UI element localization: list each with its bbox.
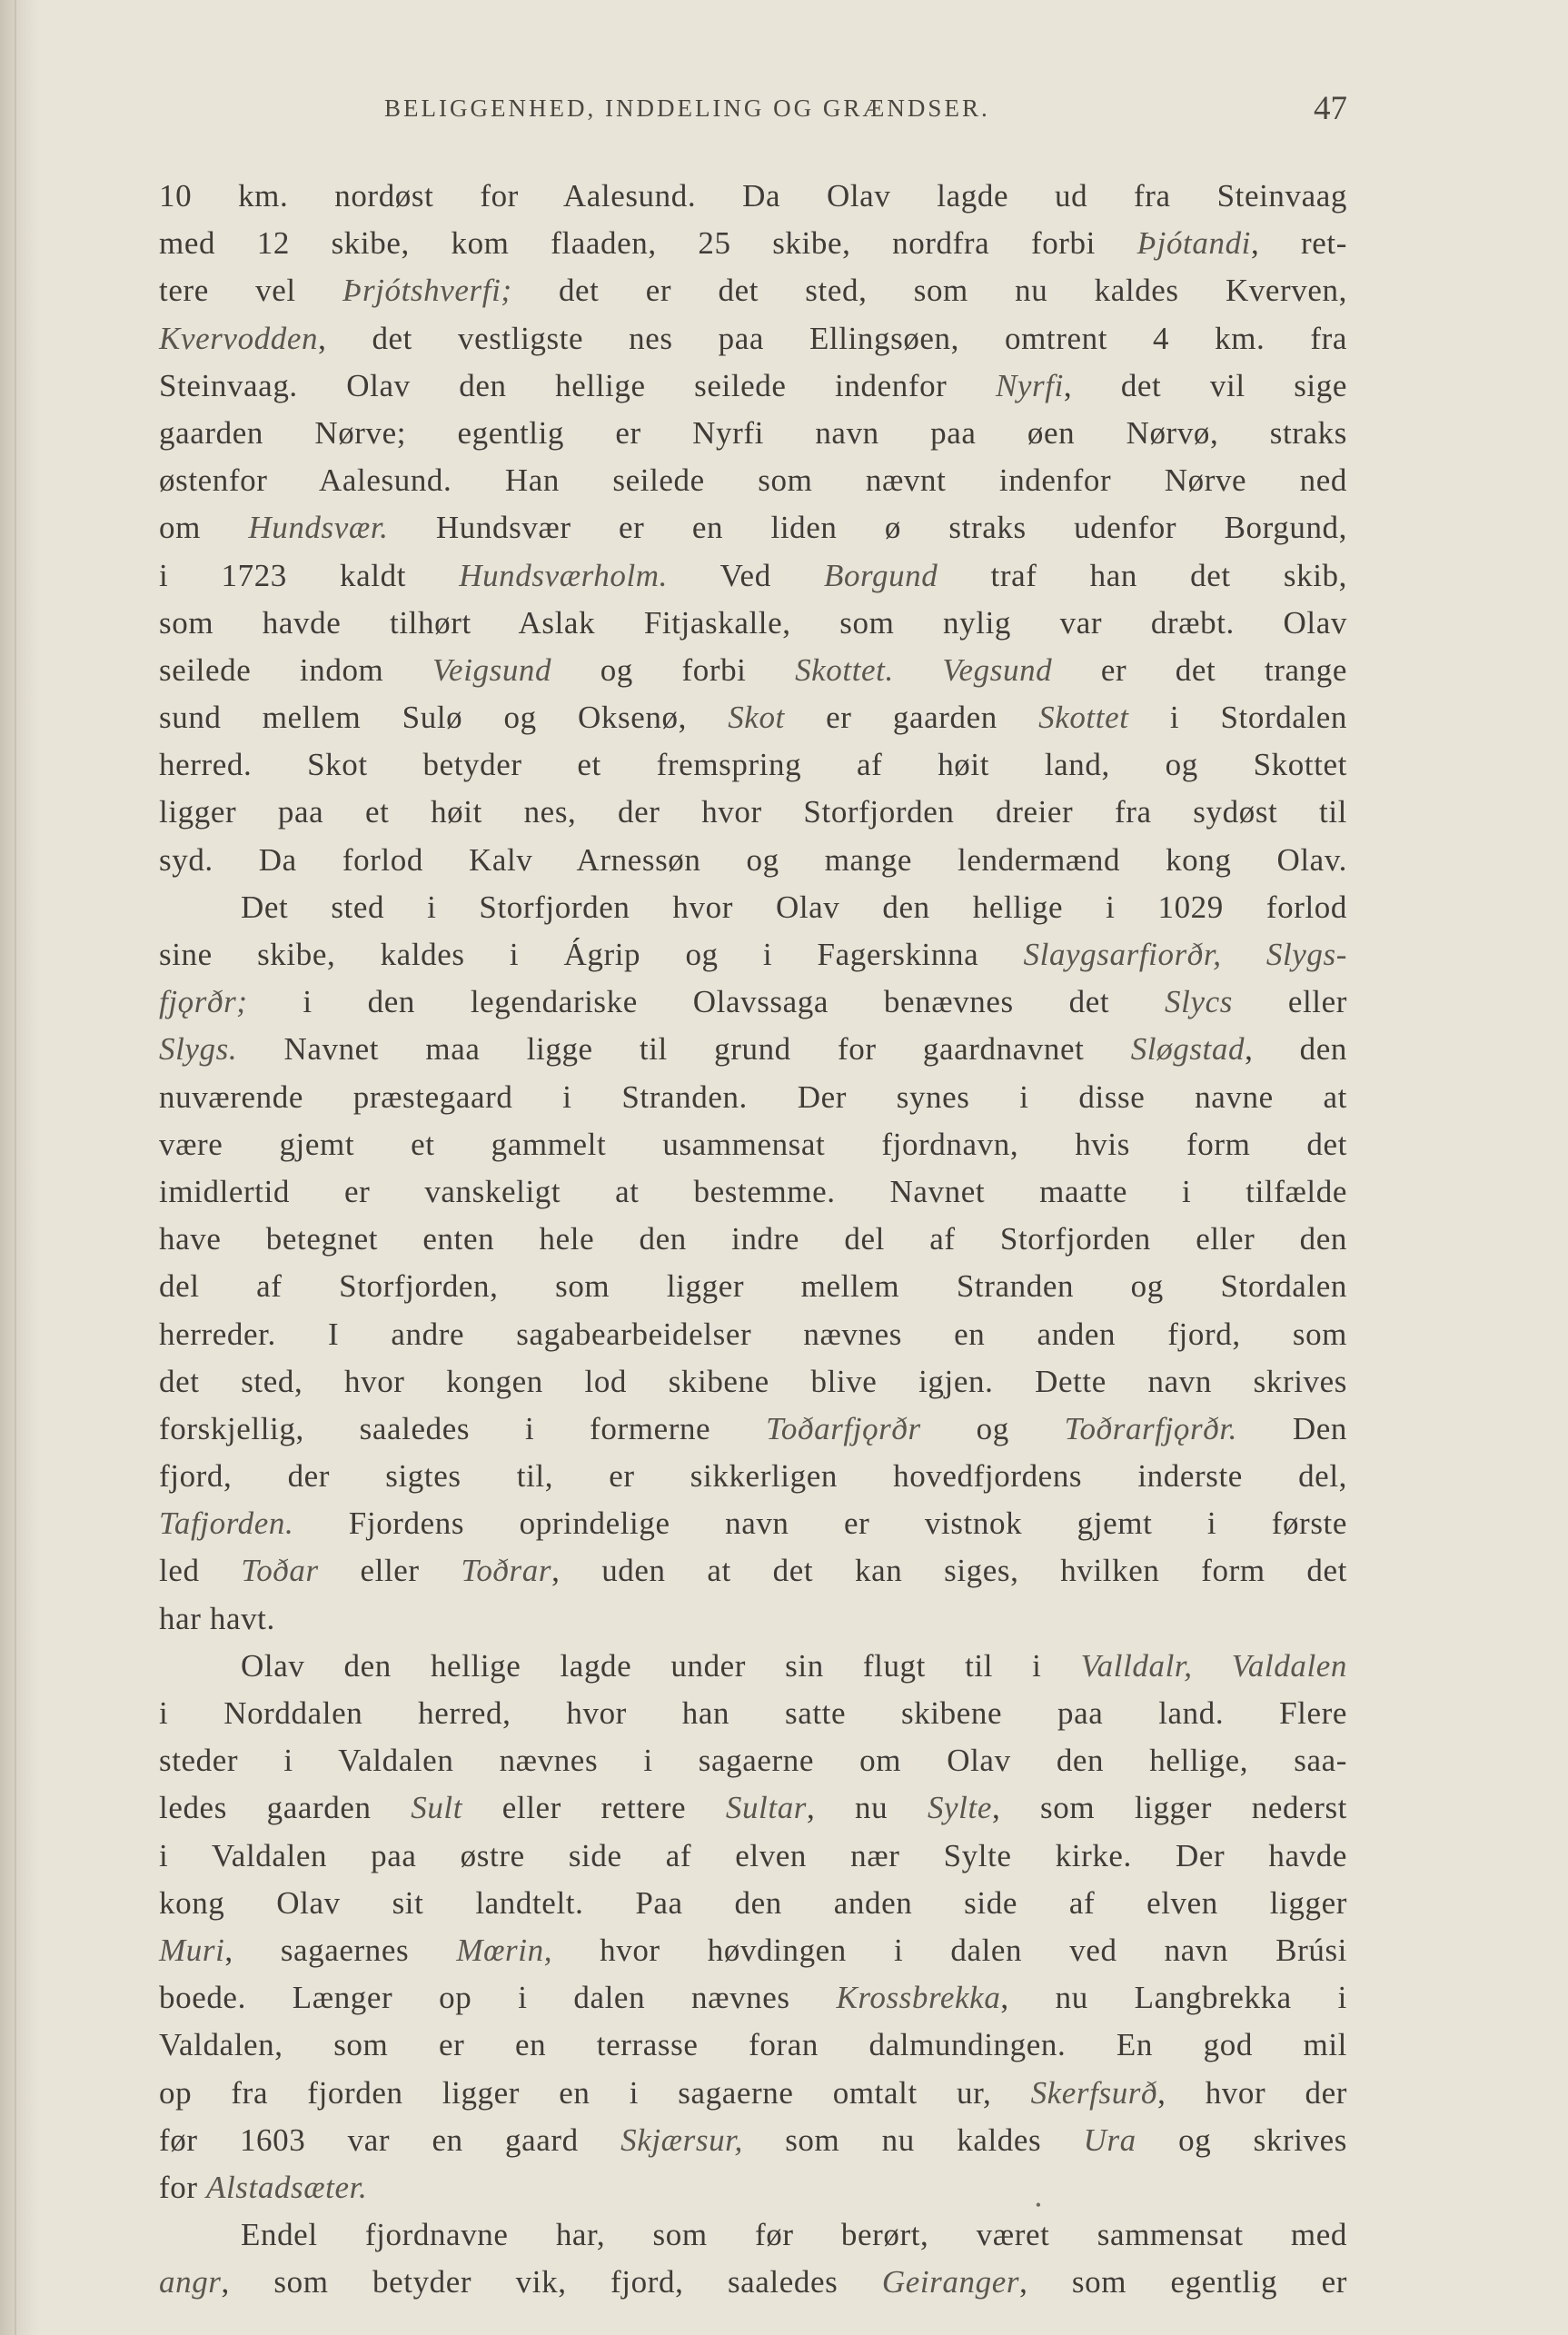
- text-run: , som betyder vik, fjord, saaledes: [221, 2264, 882, 2300]
- text-line: [159, 363, 1347, 410]
- text-line: [159, 837, 1347, 884]
- running-head: BELIGGENHED, INDDELING OG GRÆNDSER.: [384, 94, 990, 122]
- text-run: del af Storfjorden, som ligger mellem Stranden og Stordalen: [159, 1268, 1347, 1305]
- italic-name: Alstadsæter.: [205, 2169, 368, 2205]
- text-line: [159, 1500, 1347, 1547]
- text-line: [159, 1074, 1347, 1121]
- text-run: i 1723 kaldt: [159, 557, 460, 593]
- text-run: være gjemt et gammelt usammensat fjordnavn, hvis form det: [159, 1126, 1347, 1162]
- italic-name: Skottet.: [795, 651, 894, 688]
- text-line: [159, 552, 1347, 600]
- text-run: fjord, der sigtes til, er sikkerligen hovedfjordens inderste del,: [159, 1458, 1347, 1495]
- text-run: Fjordens oprindelige navn er vistnok gjemt i første: [293, 1505, 1347, 1542]
- text-run: Navnet maa ligge til grund for gaardnavnet: [237, 1031, 1131, 1068]
- text-run: om: [159, 510, 249, 546]
- text-line: [159, 1263, 1347, 1310]
- text-line: [159, 504, 1347, 551]
- text-line: [159, 2117, 1347, 2164]
- italic-name: Veigsund: [432, 651, 552, 688]
- binding-edge: [15, 0, 16, 2335]
- text-run: og: [920, 1410, 1065, 1446]
- text-run: Ved: [668, 557, 824, 593]
- text-run: tere vel: [159, 273, 342, 309]
- text-run: Endel fjordnavne har, som før berørt, været sammensat med: [241, 2217, 1347, 2253]
- italic-name: Þrjótshverfi;: [342, 273, 512, 309]
- italic-name: Ura: [1083, 2121, 1136, 2158]
- italic-name: Skerfsurð: [1030, 2074, 1158, 2111]
- text-line: [159, 694, 1347, 741]
- text-line: [159, 1168, 1347, 1216]
- text-run: i den legendariske Olavssaga benævnes det: [247, 984, 1166, 1020]
- text-run: boede. Længer op i dalen nævnes: [159, 1980, 837, 2016]
- text-line: [159, 2259, 1347, 2306]
- text-run: ligger paa et høit nes, der hvor Storfjorden dreier fra sydøst til: [159, 794, 1347, 830]
- text-run: sund mellem Sulø og Oksenø,: [159, 700, 729, 736]
- italic-name: Hundsvær.: [248, 510, 389, 546]
- text-run: herred. Skot betyder et fremspring af høit land, og Skottet: [159, 747, 1347, 783]
- text-run: , nu: [807, 1790, 928, 1826]
- ink-speck: •: [1035, 2196, 1041, 2214]
- text-line: [159, 1311, 1347, 1358]
- italic-name: Kvervodden: [159, 320, 319, 356]
- text-run: op fra fjorden ligger en i sagaerne omtalt ur,: [159, 2074, 1031, 2111]
- text-run: Steinvaag. Olav den hellige seilede indenfor: [159, 367, 996, 403]
- italic-name: Skottet: [1038, 700, 1129, 736]
- text-run: seilede indom: [159, 651, 432, 688]
- text-run: er gaarden: [784, 700, 1039, 736]
- italic-name: Tafjorden.: [159, 1505, 294, 1542]
- text-run: , den: [1245, 1031, 1347, 1068]
- text-run: østenfor Aalesund. Han seilede som nævnt indenfor Nørve ned: [159, 462, 1347, 499]
- text-run: have betegnet enten hele den indre del af Storfjorden eller den: [159, 1221, 1347, 1257]
- text-run: , det vil sige: [1063, 367, 1347, 403]
- text-line: [159, 1453, 1347, 1500]
- text-line: [159, 220, 1347, 267]
- text-line: [159, 979, 1347, 1026]
- italic-name: Krossbrekka: [836, 1980, 1001, 2016]
- text-run: gaarden Nørve; egentlig er Nyrfi navn paa øen Nørvø, straks: [159, 414, 1347, 451]
- text-run: som nu kaldes: [742, 2121, 1084, 2158]
- italic-name: Skot: [728, 700, 785, 736]
- text-run: som havde tilhørt Aslak Fitjaskalle, som nylig var dræbt. Olav: [159, 604, 1347, 641]
- text-run: led: [159, 1553, 242, 1589]
- text-line: [159, 1026, 1347, 1073]
- text-run: , hvor der: [1157, 2074, 1347, 2111]
- text-run: er det trange: [1052, 651, 1347, 688]
- text-line: [159, 1595, 1347, 1643]
- text-run: imidlertid er vanskeligt at bestemme. Navnet maatte i tilfælde: [159, 1173, 1347, 1209]
- text-run: , som ligger nederst: [991, 1790, 1347, 1826]
- page-header: [159, 89, 1347, 129]
- text-line: [159, 1121, 1347, 1168]
- text-line: [159, 1358, 1347, 1406]
- italic-name: Toðrarfjǫrðr.: [1064, 1410, 1238, 1446]
- text-run: i Valdalen paa østre side af elven nær Sylte kirke. Der havde: [159, 1837, 1347, 1873]
- text-line: [159, 315, 1347, 363]
- text-run: , ret-: [1251, 225, 1347, 262]
- text-run: [894, 652, 943, 688]
- text-run: , nu Langbrekka i: [1000, 1980, 1347, 2016]
- text-line: [159, 173, 1347, 220]
- italic-name: Sylte: [927, 1790, 992, 1826]
- text-line: [159, 647, 1347, 694]
- text-line: [159, 1547, 1347, 1595]
- text-run: eller rettere: [462, 1790, 726, 1826]
- text-run: har havt.: [159, 1600, 275, 1636]
- italic-name: Borgund: [823, 557, 938, 593]
- text-line: [159, 2070, 1347, 2117]
- text-line: [159, 1974, 1347, 2022]
- body-text: [159, 173, 1347, 2306]
- text-run: for: [159, 2169, 206, 2205]
- text-line: [159, 1690, 1347, 1737]
- text-run: steder i Valdalen nævnes i sagaerne om Olav den hellige, saa-: [159, 1743, 1347, 1779]
- text-run: eller: [318, 1553, 461, 1589]
- italic-name: Toðrar: [461, 1553, 552, 1589]
- text-line: [159, 1880, 1347, 1927]
- italic-name: Hundsværholm.: [459, 557, 669, 593]
- text-line: [159, 1833, 1347, 1880]
- italic-name: Sult: [411, 1790, 463, 1826]
- italic-name: Skjærsur,: [620, 2121, 743, 2158]
- text-run: herreder. I andre sagabearbeidelser nævnes en anden fjord, som: [159, 1316, 1347, 1352]
- text-run: syd. Da forlod Kalv Arnessøn og mange lendermænd kong Olav.: [159, 841, 1347, 878]
- text-run: , sagaernes: [224, 1932, 457, 1968]
- text-run: i Stordalen: [1128, 700, 1347, 736]
- text-line: [159, 1406, 1347, 1453]
- text-run: , det vestligste nes paa Ellingsøen, omtrent 4 km. fra: [318, 320, 1347, 356]
- book-spine-shadow: [0, 0, 42, 2335]
- page-number: 47: [1314, 90, 1347, 127]
- text-run: Olav den hellige lagde under sin flugt til i: [241, 1647, 1081, 1684]
- text-line: [159, 600, 1347, 647]
- text-line: [159, 410, 1347, 457]
- text-run: Hundsvær er en liden ø straks udenfor Borgund,: [388, 510, 1347, 546]
- italic-name: Toðarfjǫrðr: [766, 1410, 921, 1446]
- text-line: [159, 1737, 1347, 1784]
- text-run: , uden at det kan siges, hvilken form det: [551, 1553, 1347, 1589]
- text-run: nuværende præstegaard i Stranden. Der synes i disse navne at: [159, 1078, 1347, 1115]
- text-run: før 1603 var en gaard: [159, 2121, 621, 2158]
- italic-name: Þjótandi: [1136, 225, 1252, 262]
- text-run: kong Olav sit landtelt. Paa den anden side af elven ligger: [159, 1884, 1347, 1921]
- italic-name: Muri: [159, 1932, 225, 1968]
- italic-name: Sløgstad: [1130, 1031, 1245, 1068]
- text-run: Det sted i Storfjorden hvor Olav den hellige i 1029 forlod: [241, 889, 1347, 925]
- italic-name: Geiranger: [881, 2264, 1020, 2300]
- italic-name: Vegsund: [942, 651, 1053, 688]
- text-run: traf han det skib,: [938, 557, 1347, 593]
- text-run: Valdalen, som er en terrasse foran dalmundingen. En god mil: [159, 2027, 1347, 2063]
- italic-name: Mœrin,: [456, 1932, 553, 1968]
- text-run: 10 km. nordøst for Aalesund. Da Olav lagde ud fra Steinvaag: [159, 178, 1347, 214]
- text-run: og forbi: [551, 651, 796, 688]
- text-line: [159, 884, 1347, 931]
- text-line: [159, 1784, 1347, 1832]
- text-line: [159, 2022, 1347, 2069]
- text-run: med 12 skibe, kom flaaden, 25 skibe, nordfra forbi: [159, 225, 1137, 262]
- text-line: [159, 789, 1347, 836]
- italic-name: angr: [159, 2264, 222, 2300]
- text-run: , som egentlig er: [1019, 2264, 1347, 2300]
- text-run: det er det sted, som nu kaldes Kverven,: [511, 273, 1347, 309]
- text-run: Den: [1237, 1410, 1348, 1446]
- text-line: [159, 1216, 1347, 1263]
- text-run: i Norddalen herred, hvor han satte skibene paa land. Flere: [159, 1695, 1347, 1731]
- text-line: [159, 2211, 1347, 2259]
- text-line: [159, 267, 1347, 314]
- italic-name: Slygs.: [159, 1031, 238, 1068]
- italic-name: Slaygsarfiorðr, Slygs-: [1023, 937, 1347, 972]
- italic-name: Toðar: [241, 1553, 319, 1589]
- text-line: [159, 2164, 1347, 2211]
- italic-name: Slycs: [1165, 984, 1233, 1020]
- text-line: [159, 1643, 1347, 1690]
- text-run: hvor høvdingen i dalen ved navn Brúsi: [552, 1932, 1347, 1968]
- text-run: eller: [1232, 984, 1347, 1020]
- text-run: ledes gaarden: [159, 1790, 412, 1826]
- italic-name: Valldalr, Valdalen: [1080, 1647, 1347, 1684]
- text-run: det sted, hvor kongen lod skibene blive igjen. Dette navn skrives: [159, 1363, 1347, 1399]
- italic-name: fjǫrðr;: [159, 984, 248, 1020]
- italic-name: Sultar: [725, 1790, 808, 1826]
- text-line: [159, 741, 1347, 789]
- text-line: [159, 457, 1347, 504]
- text-run: sine skibe, kaldes i Ágrip og i Fagerskinna: [159, 937, 1024, 972]
- text-line: [159, 1927, 1347, 1974]
- text-line: [159, 931, 1347, 979]
- text-run: forskjellig, saaledes i formerne: [159, 1410, 767, 1446]
- italic-name: Nyrfi: [995, 367, 1064, 403]
- text-run: og skrives: [1136, 2121, 1347, 2158]
